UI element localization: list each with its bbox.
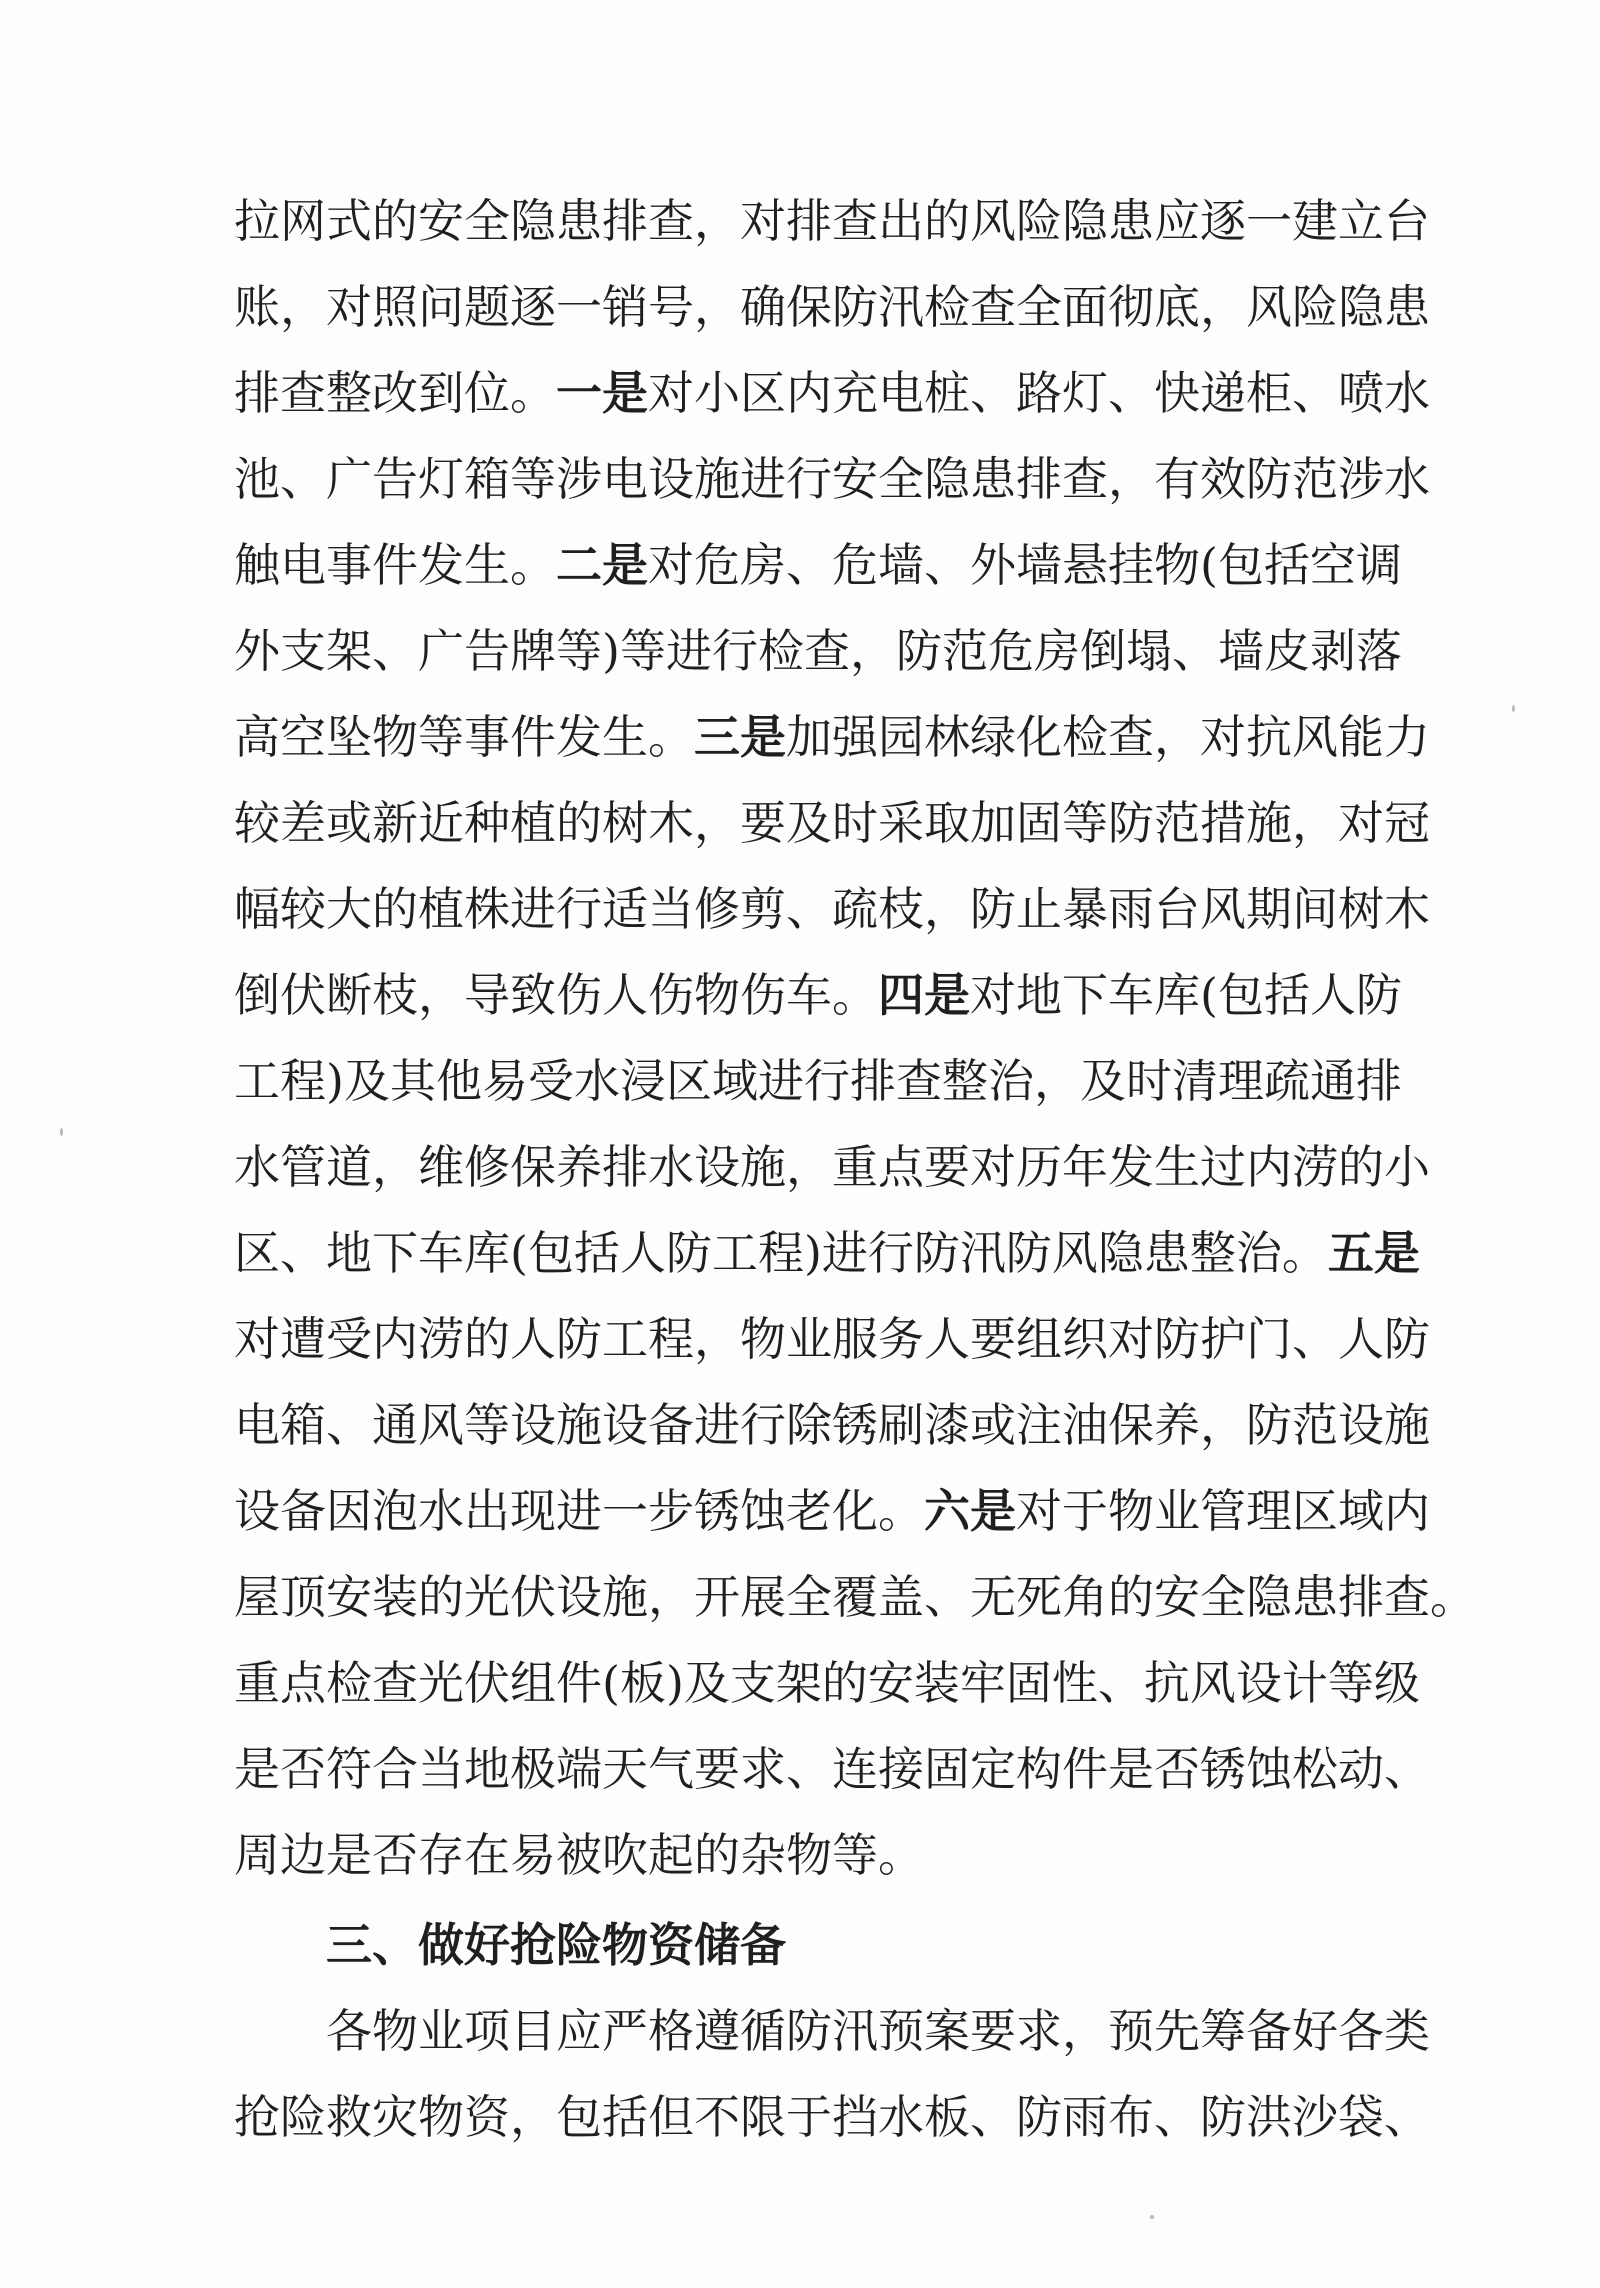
text-line	[234, 780, 1430, 866]
text-line	[234, 1640, 1420, 1726]
lead-term-2: 二是	[556, 538, 648, 592]
lead-term-3: 三是	[694, 710, 786, 764]
text-span: 触电事件发生。	[234, 538, 556, 592]
text-span: 重点检查光伏组件(板)及支架的安装牢固性、抗风设计等级	[234, 1656, 1420, 1710]
text-span: 对遭受内涝的人防工程，物业服务人要组织对防护门、人防	[234, 1312, 1430, 1366]
text-span: 抢险救灾物资，包括但不限于挡水板、防雨布、防洪沙袋、	[234, 2090, 1430, 2144]
text-span: 区、地下车库(包括人防工程)进行防汛防风隐患整治。	[234, 1226, 1328, 1280]
text-line	[234, 952, 1402, 1038]
lead-term-5: 五是	[1327, 1226, 1420, 1280]
text-line	[234, 2074, 1430, 2160]
text-span: 对小区内充电桩、路灯、快递柜、喷水	[648, 366, 1430, 420]
text-span: 倒伏断枝，导致伤人伤物伤车。	[234, 968, 878, 1022]
text-span: 水管道，维修保养排水设施，重点要对历年发生过内涝的小	[234, 1140, 1430, 1194]
section-heading: 三、做好抢险物资储备	[326, 1918, 786, 1972]
text-span: 外支架、广告牌等)等进行检查，防范危房倒塌、墙皮剥落	[234, 624, 1402, 678]
text-line	[234, 1726, 1430, 1812]
document-body	[234, 178, 1476, 2160]
lead-term-4: 四是	[878, 968, 970, 1022]
text-line	[234, 350, 1430, 436]
text-line	[234, 1988, 1430, 2074]
text-span: 屋顶安装的光伏设施，开展全覆盖、无死角的安全隐患排查。	[234, 1570, 1476, 1624]
text-span: 拉网式的安全隐患排查，对排查出的风险隐患应逐一建立台	[234, 194, 1430, 248]
text-line	[234, 1468, 1430, 1554]
text-line	[234, 1038, 1402, 1124]
text-span: 周边是否存在易被吹起的杂物等。	[234, 1828, 924, 1882]
text-line	[234, 1382, 1430, 1468]
text-span: 高空坠物等事件发生。	[234, 710, 694, 764]
text-line	[234, 1296, 1430, 1382]
text-span: 池、广告灯箱等涉电设施进行安全隐患排查，有效防范涉水	[234, 452, 1430, 506]
text-span: 各物业项目应严格遵循防汛预案要求，预先筹备好各类	[326, 2004, 1430, 2058]
text-line	[234, 1210, 1420, 1296]
text-line	[234, 264, 1430, 350]
text-span: 对地下车库(包括人防	[970, 968, 1402, 1022]
scan-speck	[1150, 2215, 1154, 2219]
text-span: 设备因泡水出现进一步锈蚀老化。	[234, 1484, 924, 1538]
text-line	[234, 866, 1430, 952]
scan-speck	[1512, 705, 1515, 712]
text-span: 工程)及其他易受水浸区域进行排查整治，及时清理疏通排	[234, 1054, 1402, 1108]
text-span: 是否符合当地极端天气要求、连接固定构件是否锈蚀松动、	[234, 1742, 1430, 1796]
text-span: 幅较大的植株进行适当修剪、疏枝，防止暴雨台风期间树木	[234, 882, 1430, 936]
text-line	[234, 608, 1402, 694]
text-span: 对于物业管理区域内	[1016, 1484, 1430, 1538]
text-span: 加强园林绿化检查，对抗风能力	[786, 710, 1430, 764]
text-line	[234, 694, 1430, 780]
text-span: 较差或新近种植的树木，要及时采取加固等防范措施，对冠	[234, 796, 1430, 850]
text-line	[234, 436, 1430, 522]
text-line	[234, 1812, 1384, 1898]
lead-term-1: 一是	[556, 366, 648, 420]
lead-term-6: 六是	[924, 1484, 1016, 1538]
text-line	[234, 522, 1402, 608]
text-line	[234, 1554, 1476, 1640]
text-span: 排查整改到位。	[234, 366, 556, 420]
scan-speck	[60, 1128, 63, 1136]
text-line	[234, 178, 1430, 264]
text-span: 电箱、通风等设施设备进行除锈刷漆或注油保养，防范设施	[234, 1398, 1430, 1452]
text-span: 账，对照问题逐一销号，确保防汛检查全面彻底，风险隐患	[234, 280, 1430, 334]
text-line	[234, 1124, 1430, 1210]
text-span: 对危房、危墙、外墙悬挂物(包括空调	[648, 538, 1402, 592]
